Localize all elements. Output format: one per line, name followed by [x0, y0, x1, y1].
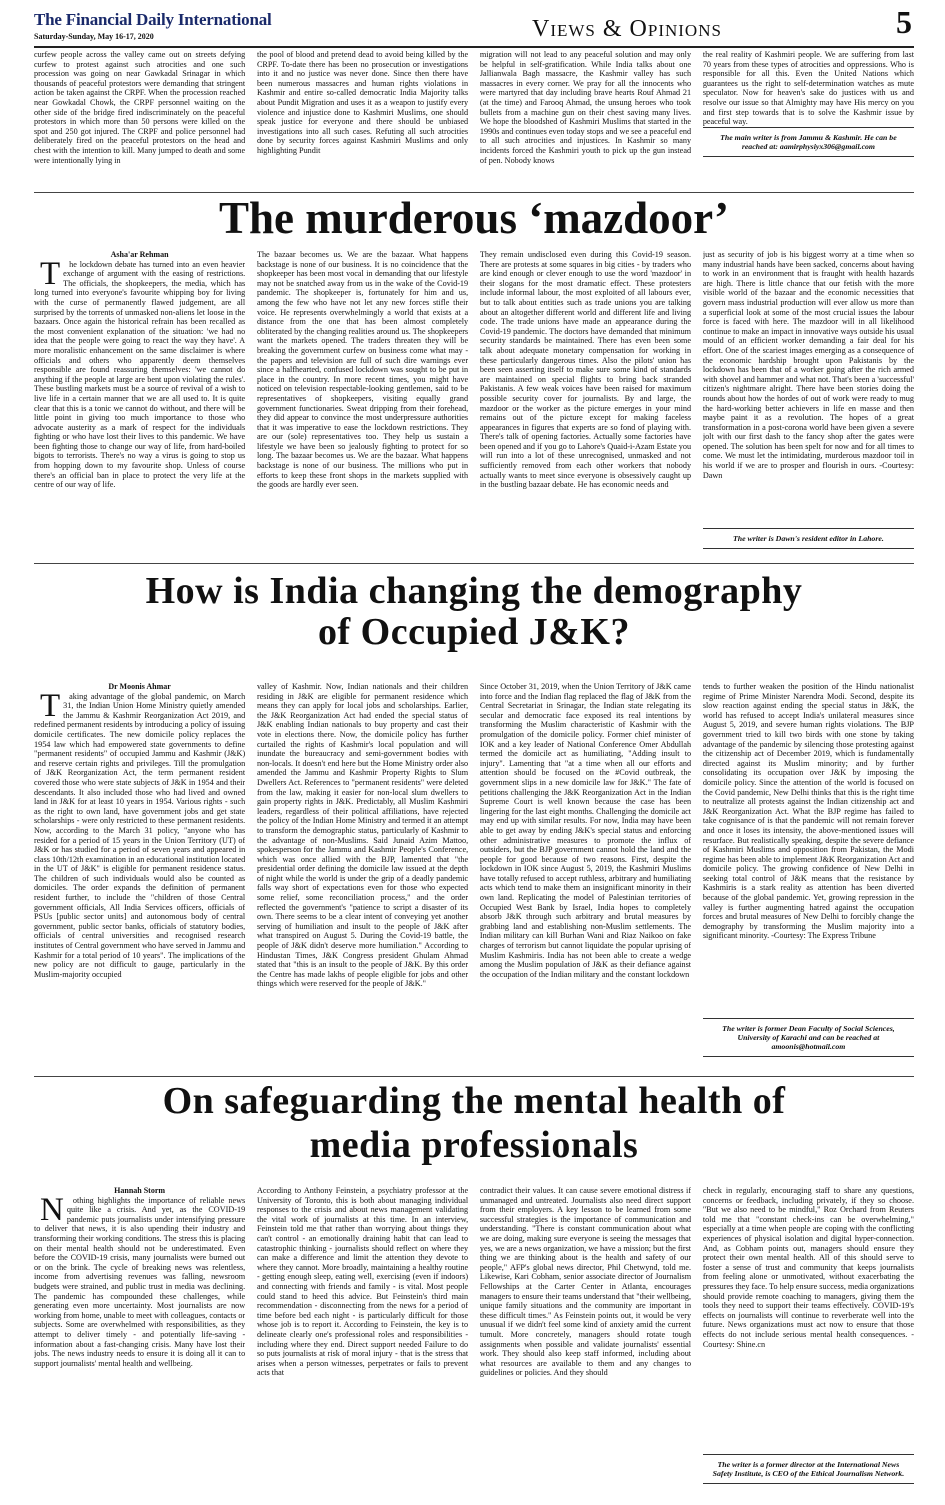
article-column: tends to further weaken the position of the Hindu nationalist regime of Prime Minister Narendra Modi. Second, despite its slow reaction against ending the special status in J&K, the world has refused to accept India's unilateral measures since August 5, 2019, and severe human rights violations. The BJP government tried to kill two birds with one stone by taking advantage of the pandemic by silencing those protesting against the citizenship act of December 2019, which is fundamentally directed against its Muslim minority; and by further consolidating its occupation over J&K by imposing the domicile policy. Since the attention of the world is focused on the Covid pandemic, New Delhi thinks that this is the right time to neutralize all protests against the Indian citizenship act and J&K Reorganization Act. What the BJP regime has failed to take cognisance of is that the pandemic will not remain forever and once it loses its intensity, the above-mentioned issues will resurface. But realistically speaking, despite the severe defiance of Kashmiri Muslims and opposition from Pakistan, the Modi regime has been able to implement J&K Reorganization Act and domicile policy. The growing confidence of New Delhi in seeking total control of J&K means that the resistance by Kashmiris is a stark reality as attention has been diverted because of the global pandemic. Yet, growing repression in the valley is further augmenting hatred against the occupation forces and brutal measures of New Delhi to forcibly change the demography by transforming the Muslim majority into a significant minority. -Courtesy: The Express Tribune The writer is former Dean Faculty of Social Sciences, University of Karachi and can be reached at amoonis@hotmail.com — [703, 682, 914, 1072]
headline — [34, 572, 914, 651]
article-mazdoor — [34, 250, 914, 560]
article-column: Hannah Storm N othing highlights the importance of reliable news quite like a crisis. And yet, as the COVID-19 pandemic puts journalists under intensifying pressure to deliver that news, it is also upending their industry and transforming their working conditions. The stress this is placing on their mental health should not be underestimated. Even before the COVID-19 crisis, many journalists were burned out or on the brink. The cycle of breaking news was relentless, income from advertising revenues was falling, newsroom budgets were strained, and public trust in media was declining. The pandemic has compounded these challenges, while generating even more uncertainty. Most journalists are now working from home, unable to meet with colleagues, contacts or subjects. Some are overwhelmed with responsibilities, as they attempt to deliver timely - and potentially life-saving - information about a fast-changing crisis. Many have lost their jobs. The news industry needs to ensure it is doing all it can to support journalists' mental health and wellbeing. — [34, 1186, 246, 1368]
paper-name: The Financial Daily International — [34, 10, 272, 29]
headline-line: of Occupied J&K? — [318, 611, 630, 653]
article-column: valley of Kashmir. Now, Indian nationals and their children residing in J&K are eligible for permanent residence which means they can apply for local jobs and scholarships. Earlier, the J&K Reorganization Act had ended the special status of J&K enabling Indian nationals to buy property and cast their vote in elections there. Now, the domicile policy has further curtailed the rights of Kashmir's local population and will inundate the bureaucracy and semi-government bodies with non-locals. It doesn't end here but the Home Ministry order also amended the Jammu and Kashmir Property Rights to Slum Dwellers Act. References to "permanent residents" were deleted from the law, making it easier for non-local slum dwellers to gain property rights in J&K. Predictably, all Muslim Kashmiri leaders, regardless of their political affiliations, have rejected the policy of the Indian Home Ministry and termed it an attempt to transform the demographic status, particularly of Kashmir to the advantage of non-Muslims. Said Junaid Azim Mattoo, spokesperson for the Jammu and Kashmir People's Conference, which was once allied with the BJP, lamented that "the presidential order defining the domicile law issued at the depth of night while the world is under the grip of a deadly pandemic falls way short of expectations even for those who expected some relief, some reconciliation process," and the order reflected the government's "patience to script a disaster of its own. There seems to be a clear intent of conveying yet another serving of humiliation and insult to the people of J&K after what transpired on August 5. During the Covid-19 battle, the people of J&K didn't deserve more humiliation." According to Hindustan Times, J&K Congress president Ghulam Ahmad stated that "this is an insult to the people of J&K. By this order the Centre has made lakhs of people eligible for jobs and other things which were reserved for the people of J&K." — [256, 682, 469, 989]
article-column: migration will not lead to any peaceful solution and may only be helpful in self-gratification. While India talks about one Jallianwala Bagh massacre, the Kashmir valley has such massacres in every corner. We pray for all the innocents who were martyred that day including brave hearts Rouf Ahmad 21 (at the time) and Farooq Ahmad, the unsung heroes who took bullets from a machine gun on their chest saving many lives. We hope the bloodshed of Kashmiri Muslims that started in the 1990s and continues even today stops and we see a peaceful end to all such atrocities and injustices. In Kashmir so many incidents forced the Kashmiri youth to pick up the gun instead of pen. Nobody knows — [479, 50, 692, 165]
byline: Dr Moonis Ahmar — [108, 682, 171, 691]
issue-date: Saturday-Sunday, May 16-17, 2020 — [34, 32, 154, 41]
drop-cap: N — [40, 1191, 64, 1228]
divider — [34, 1076, 914, 1077]
byline: Hannah Storm — [114, 1186, 166, 1195]
headline: The murderous ‘mazdoor’ — [219, 193, 729, 243]
author-bio: The main writer is from Jammu & Kashmir. He can be reached at: aamirphysiyx306@gmail.com — [703, 127, 914, 157]
author-bio: The writer is former Dean Faculty of Social Sciences, University of Karachi and can be reached at amoonis@hotmail.com — [703, 1018, 914, 1057]
article-column: Dr Moonis Ahmar T aking advantage of the global pandemic, on March 31, the Indian Union Home Ministry quietly amended the Jammu & Kashmir Reorganization Act 2019, and redefined permanent residents by introducing a policy of issuing domicile certificates. The new domicile policy replaces the 1954 law which had empowered state governments to define "permanent residents" of occupied Jammu and Kashmir (J&K) and reserve certain rights and privileges. Till the promulgation of J&K Reorganization Act, the term permanent resident covered those who were state subjects of J&K in 1954 and their descendants. It also included those who had lived and owned land in J&K for at least 10 years in 1954. Various rights - such as the right to own land, have government jobs and get state scholarships - were only restricted to these permanent residents. Now, according to the March 31 policy, "anyone who has resided for a period of 15 years in the Union Territory (UT) of J&K or has studied for a period of seven years and appeared in class 10th/12th examination in an educational institution located in the UT of J&K" is eligible for permanent residence status. The children of such individuals would also be counted as domiciles. The order expands the definition of permanent resident further, to include the "children of those Central government officials, All India Services officers, officials of PSUs [public sector units] and autonomous body of central government, public sector banks, officials of statutory bodies, officials of central universities and recognised research institutes of Central government who have served in Jammu and Kashmir for a total period of 10 years". The implications of the new policy are not difficult to gauge, particularly in the Muslim-majority occupied — [34, 682, 246, 979]
drop-cap: T — [40, 687, 61, 724]
divider — [34, 563, 914, 564]
article-column: curfew people across the valley came out on streets defying curfew to protest against such atrocities and one such procession was going on near Gawkadal Srinagar in which thousands of peaceful protestors were demanding that stringent action be taken against the CRPF. When the procession reached near Gowkadal Chowk, the CRPF personnel waiting on the other side of the bridge fired indiscriminately on the peaceful protestors in which more than 50 persons were killed on the spot and 250 got injured. The CRPF and police personnel had deliberately fired on the peaceful protestors on the head and chest with the intention to kill. Many jumped to death and some were intentionally lying in — [34, 50, 246, 165]
article-column: the pool of blood and pretend dead to avoid being killed by the CRPF. To-date there has been no prosecution or investigations into it and no justice was never done. Since then there have been numerous massacres and human rights violations in Kashmir and entire so-called democratic India Majority talks about Pundit Migration and uses it as a weapon to justify every violence and injustice done to Kashmiri Muslims, one should speak justice for everyone and there should be unbiased investigations into all such cases. Refuting all such atrocities done by security forces against Kashmiri Muslims and only highlighting Pundit — [256, 50, 469, 155]
drop-cap: T — [40, 255, 61, 292]
article-column: just as security of job is his biggest worry at a time when so many industrial hands have been sacked, concerns about having to work in an environment that is fraught with health hazards are high. There is little chance that our fetish with the more visible world of the bazaar and the economic necessities that govern mass industrial production will ever allow us more than a superficial look at some of the most crucial issues the labour force is faced with here. The mazdoor will in all likelihood continue to make an impact in innovative ways outside his usual mould of an efficient worker demanding a fair deal for his effort. One of the scariest images emerging as a consequence of the economic hardship brought upon Pakistanis by the lockdown has been that of a worker going after the rich armed with shovel and hammer and what not. That's been a 'successful' citizen's nightmare alright. There have been stories doing the rounds about how the hordes of out of work were ready to mug the hard-working better achievers in life en masse and then maybe paint it as a revolution. The hopes of a great transformation in a post-corona world have been given a severe jolt with our first dash to the fancy shop after the gates were opened. The solution has been spelt for now and for all times to come. We must let the intimidating, murderous mazdoor toil in his world if we are to prosper and flourish in ours. -Courtesy: Dawn The writer is Dawn's resident editor in Lahore. — [703, 250, 914, 560]
headline-line: media professionals — [309, 1124, 639, 1166]
masthead — [34, 4, 914, 48]
article-column: check in regularly, encouraging staff to share any questions, concerns or feedback, including privately, if they so choose. "But we also need to be mindful," Roz Orchard from Reuters told me that "constant check-ins can be overwhelming," especially at a time when people are coping with the conflicting experiences of physical isolation and digital hyper-connection. And, as Cobham points out, managers should ensure they protect their own mental health. All of this should serve to foster a sense of trust and community that keeps journalists from feeling alone or unmotivated, without exacerbating the pressures they face. To help ensure success, media organizations should provide remote coaching to managers, giving them the tools they need to support their teams effectively. COVID-19's effects on journalists will continue to reverberate well into the future. News organizations must act now to ensure that those effects do not include serious mental health consequences. -Courtesy: Shine.cn The writer is a former director at the International News Safety Institute, is CEO of the Ethical Journalism Network. — [703, 1186, 914, 1498]
article-column: They remain undisclosed even during this Covid-19 season. There are protests at some squares in big cities - by traders who are kind enough or clever enough to use the word 'mazdoor' in their slogans for the most dramatic effect. These protesters include informal labour, the most exploited of all labours ever, but to talk about entities such as trade unions you are talking about an altogether different world and different life and living code. The trade unions have made an appearance during the Covid-19 pandemic. The doctors have demanded that minimum security standards be maintained. There has even been some talk about adequate monetary compensation for working in these particularly dangerous times. Also the pilots' union has been seen asserting itself to make sure some kind of standards are maintained on special flights to bring back stranded Pakistanis. A few weak voices have been raised for maximum possible security cover for journalists. By and large, the mazdoor or the worker as the picture emerges in your mind remains out of the picture except for making faceless appearances in figures that experts are so fond of playing with. There's talk of opening factories. Actually some factories have been opened and if you go to Lahore's Quaid-i-Azam Estate you will run into a lot of these unrecognised, unmasked and not sufficiently removed from each other workers that nobody actually wants to meet since everyone is obsessively caught up in the bustling bazaar debate. He has economic needs and — [479, 250, 692, 490]
article-column: Since October 31, 2019, when the Union Territory of J&K came into force and the Indian flag replaced the flag of J&K from the Central Secretariat in Srinagar, the Indian state relegating its secular and democratic face exposed its real intentions by transforming the Muslim characteristic of Kashmir with the promulgation of the domicile policy. Former chief minister of IOK and a key leader of National Conference Omer Abdullah termed the domicile act as humiliating, "Adding insult to injury". Lamenting that "at a time when all our efforts and attention should be focused on the #Covid outbreak, the government slips in a new domicile law for J&K." The fate of petitions challenging the J&K Reorganization Act in the Indian Supreme Court is well known because the case has been lingering for the last eight months. Challenging the domicile act may end up with similar results. For now, India may have been able to get away by ending J&K's special status and enforcing other administrative measures to promote the influx of outsiders, but the BJP government cannot hold the land and the people for good because of two reasons. First, despite the lockdown in IOK since August 5, 2019, the Kashmiri Muslims have totally refused to accept ruthless, arbitrary and humiliating acts which tend to make them an insignificant minority in their own land. Replicating the model of Palestinian territories of Occupied West Bank by Israel, India hopes to completely absorb J&K through such arbitrary and brutal measures by grabbing land and establishing non-Muslim settlements. The Indian military can kill Burhan Wani and Riaz Naikoo on fake charges of terrorism but cannot liquidate the popular uprising of Muslim Kashmiris. India has not been able to create a wedge among the Muslim population of J&K as their defiance against the occupation of the Indian military and the constant lockdown — [479, 682, 692, 979]
section-name: Views & Opinions — [532, 16, 722, 42]
article-column: Asha'ar Rehman T he lockdown debate has turned into an even heavier exchange of argument with the easing of restrictions. The officials, the shopkeepers, the media, which has long turned into everyone's favourite whipping boy for living with the curse of permanently flawed judgement, are all surprised by the torrents of unmasked non-aliens let loose in the bazaars. Once again the historical refrain has been recalled as the most convenient explanation of the situation: 'we had no idea that the people were going to react the way they have'. A more moralistic enhancement on the same disclaimer is where officials and others who apparently deem themselves responsible are found reassuring themselves: 'we cannot do anything if the people at large are bent upon violating the rules'. These bustling markets must be a source of revival of a wish to live life in a certain manner that we are all used to. It is quite clear that this is a tonic we cannot do without, and there will be little point in giving too much importance to those who advocate austerity as a mark of respect for the individuals fighting or who have lost their lives to this pandemic. We have been fighting those to change our way of life, from hard-boiled bigots to terrorists. There's no way a virus is going to stop us from hopping down to my favourite shop. Unless of course there's an official ban in place to protect the very life at the centre of our way of life. — [34, 250, 246, 490]
article-demography — [34, 682, 914, 1072]
byline: Asha'ar Rehman — [110, 250, 169, 259]
article-column: The bazaar becomes us. We are the bazaar. What happens backstage is none of our business. It is no coincidence that the shopkeeper has been most vocal in demanding that our lifestyle may not be snatched away from us in the wake of the Covid-19 pandemic. The shopkeeper is, fortunately for him and us, among the few who have not let any new forces stifle their voice. He represents overwhelmingly a world that exists at a distance from the one that has been almost completely obliterated by the changing realities around us. The shopkeepers want the markets opened. The traders threaten they will be breaking the government curfew on business come what may - the papers and television are full of such dire warnings ever since a halfhearted, confused lockdown was sought to be put in place in the country. In more recent times, you might have noticed on television respectable-looking gentlemen, said to be representatives of shopkeepers, visiting equally grand government functionaries. Sweat dripping from their forehead, they did appear to convince the most underpressure authorities that it was imperative to ease the lockdown restrictions. They are our (sole) representatives too. They help us sustain a lifestyle we have been so jealously fighting to protect for so long. The bazaar becomes us. We are the bazaar. What happens backstage is none of our business. The millions who put in efforts to keep these front shops in the markets supplied with the goods are hardly ever seen. — [256, 250, 469, 490]
author-bio: The writer is a former director at the International News Safety Institute, is CEO of the Ethical Journalism Network. — [703, 1454, 914, 1484]
headline — [34, 1082, 914, 1164]
article-continuation — [34, 50, 914, 188]
article-mental-health — [34, 1186, 914, 1498]
article-column: contradict their values. It can cause severe emotional distress if unmanaged and untreated. Journalists also need direct support from their employers. A key lesson to be learned from some successful strategies is the importance of communication and understanding. "There is constant communication about what we are doing, making sure everyone is seeing the messages that yes, we are a news organization, we have a mission; but the first thing we are thinking about is the health and safety of our people," AFP's global news director, Phil Chetwynd, told me. Likewise, Kari Cobham, senior associate director of Journalism Fellowships at the Carter Center in Atlanta, encourages managers to ensure their teams understand that "their wellbeing, unique family situations and the community are important in these difficult times." As Feinstein points out, it would be very unusual if we didn't feel some kind of anxiety amid the current tumult. More concretely, managers should rotate tough assignments when possible and validate journalists' essential work. They should also keep staff informed, including about what resources are available to them and any changes to guidelines or policies. And they should — [479, 1186, 692, 1378]
article-column: According to Anthony Feinstein, a psychiatry professor at the University of Toronto, this is both about managing individual responses to the crisis and about news management validating the vital work of journalists at this time. In an interview, Feinstein told me that rather than worrying about things they can't control - an emotionally draining habit that can lead to catastrophic thinking - journalists should reflect on where they can make a difference and limit the attention they devote to where they cannot. More broadly, maintaining a healthy routine - getting enough sleep, eating well, exercising (even if indoors) and connecting with friends and family - is vital. Most people could stand to heed this advice. But Feinstein's third main recommendation - disconnecting from the news for a period of time before bed each night - is particularly difficult for those whose job is to report it. According to Feinstein, the key is to delineate clearly one's professional roles and responsibilities - including where they end. Direct support needed Failure to do so puts journalists at risk of moral injury - that is the stress that arises when a person witnesses, perpetrates or fails to prevent acts that — [256, 1186, 469, 1378]
headline-line: On safeguarding the mental health of — [162, 1080, 786, 1122]
article-column: the real reality of Kashmiri people. We are suffering from last 70 years from these types of atrocities and oppressions. Who is responsible for all this. Even the United Nations which guarantees us the right to self-determination watches as mute speculator. Now for heaven's sake do justices with us and resolve our issue so that Almighty may have His mercy on you and first step towards that is to solve the Kashmir issue by peaceful way. The main writer is from Jammu & Kashmir. He can be reached at: aamirphysiyx306@gmail.com — [703, 50, 914, 188]
author-bio: The writer is Dawn's resident editor in Lahore. — [703, 528, 914, 549]
headline-line: How is India changing the demography — [145, 570, 803, 612]
page-number: 5 — [896, 4, 912, 40]
